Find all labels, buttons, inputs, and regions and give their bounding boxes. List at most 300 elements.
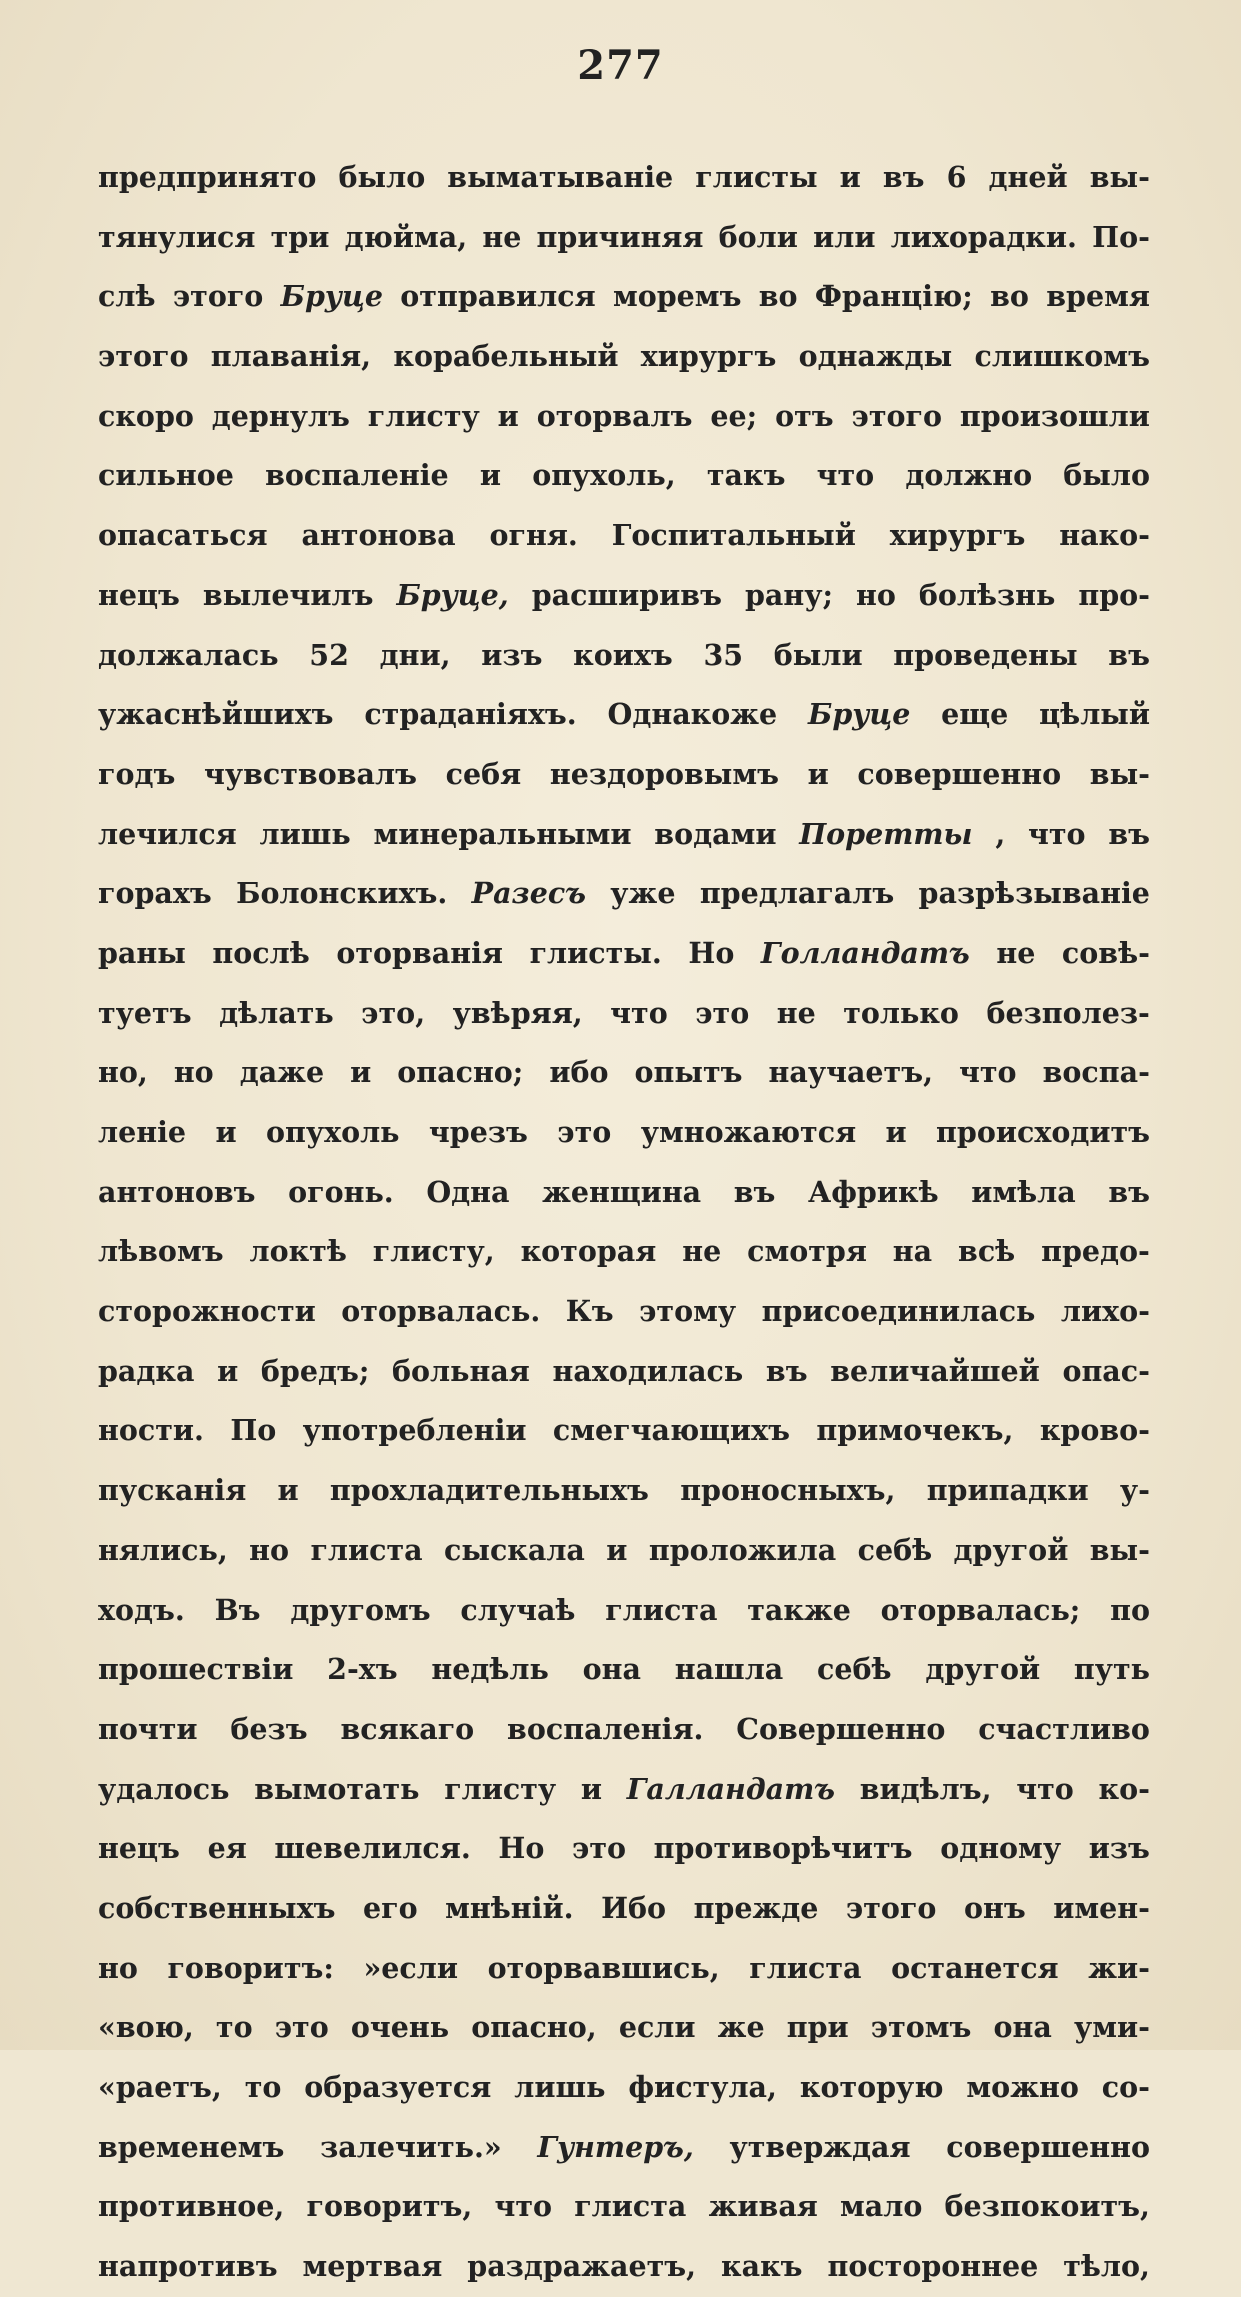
word: Совершенно xyxy=(736,1711,946,1746)
word: было xyxy=(1063,458,1150,493)
word: совершенно xyxy=(946,2129,1150,2164)
text-line xyxy=(98,2058,1150,2118)
word: лишь xyxy=(259,816,351,851)
word: чувствовалъ xyxy=(204,756,417,791)
text-line xyxy=(98,1819,1150,1879)
text-line xyxy=(98,1939,1150,1999)
word: дни, xyxy=(379,637,451,672)
word: тянулися xyxy=(98,219,256,254)
word: также xyxy=(747,1592,851,1627)
word: вы- xyxy=(1089,756,1150,791)
word: оторвалъ xyxy=(536,398,693,433)
word: этого xyxy=(845,1890,937,1925)
word: говоритъ, xyxy=(306,2189,473,2224)
word: въ xyxy=(882,160,925,194)
word: еще xyxy=(941,697,1009,732)
word: въ xyxy=(765,1353,808,1388)
word: этому xyxy=(639,1294,737,1329)
word: живая xyxy=(708,2189,818,2224)
word: скоро xyxy=(98,398,194,433)
word: она xyxy=(582,1652,641,1687)
word: радка xyxy=(98,1353,195,1388)
word: крово- xyxy=(1039,1413,1150,1448)
text-line xyxy=(98,1222,1150,1282)
word: коихъ xyxy=(573,637,673,672)
word: этого xyxy=(98,339,189,374)
word: лечился xyxy=(98,816,237,851)
text-line xyxy=(98,1998,1150,2058)
word: въ xyxy=(1108,816,1150,851)
text-line xyxy=(98,327,1150,387)
word: «раетъ, xyxy=(98,2070,222,2104)
word: шевелился. xyxy=(274,1831,471,1866)
word: такъ xyxy=(706,458,786,493)
word: счастливо xyxy=(978,1711,1150,1746)
word: образуется xyxy=(304,2070,492,2104)
word: и xyxy=(885,1115,907,1149)
word: его xyxy=(363,1890,418,1925)
word: очень xyxy=(350,2010,450,2045)
word: прошествіи xyxy=(98,1652,294,1687)
text-line xyxy=(98,626,1150,686)
text-line xyxy=(98,267,1150,327)
word: при xyxy=(786,2010,849,2045)
word: которая xyxy=(520,1234,657,1269)
italic-name: Галландатъ xyxy=(626,1771,835,1806)
word: Болонскихъ. xyxy=(236,876,448,911)
word: всякаго xyxy=(340,1711,475,1746)
word: ибо xyxy=(549,1055,609,1090)
word: величайшей xyxy=(830,1353,1040,1388)
word: одному xyxy=(940,1831,1062,1866)
word: плаванія, xyxy=(210,339,372,374)
word: дней xyxy=(988,160,1068,194)
word: научаетъ, xyxy=(768,1055,934,1090)
word: смотря xyxy=(747,1234,867,1269)
word: имѣла xyxy=(971,1174,1076,1209)
word: себя xyxy=(445,756,522,791)
word: или xyxy=(813,219,876,254)
text-line xyxy=(98,745,1150,805)
word: и xyxy=(350,1055,372,1090)
word: находилась xyxy=(552,1353,744,1388)
word: что xyxy=(610,995,668,1030)
word: огонь. xyxy=(288,1174,394,1209)
text-line xyxy=(98,1640,1150,1700)
word: прежде xyxy=(693,1890,819,1925)
word: это xyxy=(695,995,750,1030)
word: путь xyxy=(1073,1652,1150,1687)
word: оторвавшись, xyxy=(487,1950,720,1985)
word: какъ xyxy=(721,2249,803,2284)
word: постороннее xyxy=(827,2249,1039,2284)
word: проведены xyxy=(893,637,1078,672)
word: ея xyxy=(207,1831,247,1866)
body-text xyxy=(98,148,1150,2297)
word: глиста xyxy=(574,2189,687,2224)
word: оторвалась; xyxy=(880,1592,1081,1627)
word: глиста xyxy=(749,1950,862,1985)
word: должалась xyxy=(98,637,279,672)
text-line xyxy=(98,1581,1150,1641)
text-line xyxy=(98,1879,1150,1939)
word: три xyxy=(270,219,330,254)
text-line xyxy=(98,2118,1150,2178)
word: Ибо xyxy=(601,1890,667,1925)
word: нако- xyxy=(1059,518,1150,553)
word: это xyxy=(557,1115,612,1149)
word: то xyxy=(244,2070,282,2104)
word: и xyxy=(497,398,519,433)
word: цѣлый xyxy=(1039,697,1150,732)
word: 2-хъ xyxy=(327,1652,398,1687)
word: слѣ xyxy=(98,279,156,314)
text-line xyxy=(98,2237,1150,2297)
word: болѣзнь xyxy=(918,577,1056,612)
word: 6 xyxy=(946,160,967,194)
word: противное, xyxy=(98,2189,285,2224)
word: которую xyxy=(799,2070,944,2104)
word: опасно, xyxy=(471,2010,597,2045)
word: отправился xyxy=(400,279,596,314)
word: что xyxy=(494,2189,553,2224)
word: что xyxy=(959,1055,1017,1090)
text-line xyxy=(98,566,1150,626)
word: мало xyxy=(840,2189,923,2224)
word: воспа- xyxy=(1042,1055,1150,1090)
word: себѣ xyxy=(817,1652,892,1687)
word: Францію; xyxy=(814,279,973,314)
word: туетъ xyxy=(98,995,192,1030)
word: рану; xyxy=(744,577,833,612)
italic-name: Голландатъ xyxy=(760,935,970,970)
italic-name: Бруце xyxy=(808,697,911,732)
word: сильное xyxy=(98,458,234,493)
word: воспаленіе xyxy=(265,458,449,493)
text-line xyxy=(98,864,1150,924)
word: проложила xyxy=(648,1532,837,1567)
word: смегчающихъ xyxy=(552,1413,791,1448)
word: не xyxy=(682,1234,722,1269)
word: въ xyxy=(733,1174,776,1209)
word: раздражаетъ, xyxy=(467,2249,697,2284)
word: хирургъ xyxy=(889,518,1026,553)
word: видѣлъ, xyxy=(859,1771,992,1806)
word: это, xyxy=(361,995,426,1030)
word: моремъ xyxy=(612,279,742,314)
italic-name: Гунтеръ, xyxy=(537,2129,694,2164)
word: было xyxy=(338,160,426,194)
italic-name: Поретты xyxy=(799,816,973,851)
word: жи- xyxy=(1088,1950,1150,1985)
word: этого xyxy=(172,279,264,314)
word: опасно; xyxy=(397,1055,524,1090)
word: имен- xyxy=(1053,1890,1150,1925)
word: горахъ xyxy=(98,876,212,911)
word: не xyxy=(776,995,816,1030)
word: Къ xyxy=(565,1294,614,1329)
word: глиста xyxy=(605,1592,718,1627)
word: «вою, xyxy=(98,2010,194,2045)
word: предпринято xyxy=(98,160,317,194)
word: По xyxy=(230,1413,277,1448)
word: произошли xyxy=(959,398,1150,433)
word: корабельный xyxy=(393,339,619,374)
word: другомъ xyxy=(290,1592,431,1627)
word: даже xyxy=(239,1055,325,1090)
word: разрѣзываніе xyxy=(918,876,1150,911)
word: и xyxy=(606,1532,628,1567)
word: что xyxy=(1028,816,1086,851)
word: слишкомъ xyxy=(974,339,1150,374)
word: недѣль xyxy=(431,1652,549,1687)
word: она xyxy=(993,2010,1052,2045)
word: со- xyxy=(1101,2070,1150,2104)
word: что xyxy=(1016,1771,1074,1806)
italic-name: Разесъ xyxy=(471,876,586,911)
text-line xyxy=(98,1163,1150,1223)
word: этого xyxy=(851,398,943,433)
word: минеральными xyxy=(373,816,632,851)
word: глиста xyxy=(310,1532,423,1567)
word: По- xyxy=(1092,219,1150,254)
text-line xyxy=(98,506,1150,566)
word: то xyxy=(215,2010,253,2045)
word: уми- xyxy=(1074,2010,1150,2045)
word: нялись, xyxy=(98,1532,228,1567)
word: временемъ xyxy=(98,2129,285,2164)
word: расширивъ xyxy=(531,577,722,612)
word: напротивъ xyxy=(98,2249,278,2284)
word: Однакоже xyxy=(607,697,778,732)
word: локтѣ xyxy=(249,1234,347,1269)
page-number: 277 xyxy=(577,42,664,89)
text-line xyxy=(98,387,1150,447)
word: дернулъ xyxy=(211,398,350,433)
word: безпокоитъ, xyxy=(944,2189,1150,2224)
text-line xyxy=(98,446,1150,506)
word: не xyxy=(482,219,522,254)
word: хирургъ xyxy=(640,339,777,374)
word: 52 xyxy=(309,637,349,672)
word: были xyxy=(773,637,863,672)
word: мертвая xyxy=(302,2249,443,2284)
word: Но xyxy=(688,935,735,970)
word: Африкѣ xyxy=(808,1174,939,1209)
word: , xyxy=(995,816,1006,851)
word: ности. xyxy=(98,1413,204,1448)
text-line xyxy=(98,1700,1150,1760)
word: почти xyxy=(98,1711,198,1746)
word: происходитъ xyxy=(936,1115,1150,1149)
word: опухоль, xyxy=(532,458,676,493)
word: лишь xyxy=(514,2070,606,2104)
word: и xyxy=(479,458,501,493)
word: нецъ xyxy=(98,577,180,612)
word: опас- xyxy=(1062,1353,1150,1388)
word: однажды xyxy=(798,339,953,374)
word: глисты xyxy=(695,160,818,194)
word: дюйма, xyxy=(344,219,468,254)
text-line xyxy=(98,1521,1150,1581)
text-line xyxy=(98,924,1150,984)
word: оторвалась. xyxy=(341,1294,541,1329)
word: всѣ xyxy=(958,1234,1016,1269)
word: время xyxy=(1046,279,1150,314)
word: лѣвомъ xyxy=(98,1234,224,1269)
text-line xyxy=(98,1342,1150,1402)
text-line xyxy=(98,1401,1150,1461)
word: глисту xyxy=(444,1771,557,1806)
word: »если xyxy=(363,1950,459,1985)
word: на xyxy=(892,1234,933,1269)
word: другой xyxy=(925,1652,1041,1687)
word: безъ xyxy=(230,1711,308,1746)
word: огня. xyxy=(489,518,578,553)
word: онъ xyxy=(963,1890,1026,1925)
word: безполез- xyxy=(986,995,1150,1030)
word: увѣряя, xyxy=(452,995,583,1030)
word: изъ xyxy=(481,637,543,672)
word: во xyxy=(990,279,1029,314)
word: противорѣчитъ xyxy=(653,1831,913,1866)
word: опухоль xyxy=(265,1115,400,1149)
word: сыскала xyxy=(444,1532,585,1567)
word: страданіяхъ. xyxy=(364,697,577,732)
word: проносныхъ, xyxy=(680,1473,896,1508)
word: фистула, xyxy=(628,2070,777,2104)
word: и xyxy=(839,160,861,194)
word: послѣ xyxy=(212,935,310,970)
word: вымотать xyxy=(254,1771,420,1806)
word: и xyxy=(217,1353,239,1388)
word: глисты. xyxy=(529,935,662,970)
word: не xyxy=(996,935,1036,970)
text-line xyxy=(98,2177,1150,2237)
word: примочекъ, xyxy=(816,1413,1014,1448)
word: можно xyxy=(966,2070,1079,2104)
word: употребленіи xyxy=(302,1413,527,1448)
word: нецъ xyxy=(98,1831,180,1866)
word: по xyxy=(1110,1592,1150,1627)
word: выматываніе xyxy=(447,160,674,194)
word: же xyxy=(717,2010,765,2045)
italic-name: Бруце xyxy=(280,279,383,314)
word: уже xyxy=(610,876,676,911)
word: оторванія xyxy=(336,935,503,970)
word: Госпитальный xyxy=(611,518,856,553)
word: въ xyxy=(1108,1174,1150,1209)
word: останется xyxy=(891,1950,1059,1985)
word: глисту xyxy=(367,398,480,433)
word: предлагалъ xyxy=(699,876,895,911)
word: совершенно xyxy=(857,756,1062,791)
word: нездоровымъ xyxy=(549,756,779,791)
word: мнѣній. xyxy=(445,1890,574,1925)
word: Одна xyxy=(426,1174,510,1209)
text-line xyxy=(98,1461,1150,1521)
word: лихо- xyxy=(1060,1294,1150,1329)
word: но xyxy=(855,577,896,612)
word: другой xyxy=(953,1532,1069,1567)
word: про- xyxy=(1078,577,1150,612)
word: во xyxy=(758,279,798,314)
word: нашла xyxy=(674,1652,784,1687)
word: и xyxy=(215,1115,237,1149)
word: пусканія xyxy=(98,1473,247,1508)
word: умножаются xyxy=(640,1115,857,1149)
word: предо- xyxy=(1041,1234,1150,1269)
word: водами xyxy=(654,816,777,851)
word: антонова xyxy=(301,518,456,553)
word: у- xyxy=(1119,1473,1150,1508)
word: вылечилъ xyxy=(202,577,374,612)
word: но xyxy=(249,1532,290,1567)
text-line xyxy=(98,685,1150,745)
word: но, xyxy=(98,1055,148,1090)
word: совѣ- xyxy=(1061,935,1150,970)
text-line xyxy=(98,1282,1150,1342)
word: утверждая xyxy=(729,2129,911,2164)
word: въ xyxy=(1108,637,1150,672)
word: антоновъ xyxy=(98,1174,256,1209)
word: глисту, xyxy=(372,1234,495,1269)
word: лихорадки. xyxy=(890,219,1077,254)
word: удалось xyxy=(98,1771,230,1806)
text-line xyxy=(98,1760,1150,1820)
word: прохладительныхъ xyxy=(329,1473,649,1508)
text-line xyxy=(98,805,1150,865)
word: и xyxy=(277,1473,299,1508)
word: только xyxy=(843,995,959,1030)
word: женщина xyxy=(542,1174,702,1209)
word: леніе xyxy=(98,1115,187,1149)
word: раны xyxy=(98,935,186,970)
word: ужаснѣйшихъ xyxy=(98,697,334,732)
word: себѣ xyxy=(857,1532,933,1567)
word: если xyxy=(618,2010,696,2045)
text-line xyxy=(98,208,1150,268)
word: воспаленія. xyxy=(507,1711,704,1746)
italic-name: Бруце, xyxy=(396,577,509,612)
word: Въ xyxy=(214,1592,261,1627)
word: залечить.» xyxy=(320,2129,502,2164)
word: причиняя xyxy=(536,219,704,254)
text-line xyxy=(98,1103,1150,1163)
word: это xyxy=(571,1831,626,1866)
word: опасаться xyxy=(98,518,268,553)
word: чрезъ xyxy=(428,1115,528,1149)
word: и xyxy=(807,756,829,791)
word: годъ xyxy=(98,756,176,791)
word: отъ xyxy=(775,398,834,433)
word: опытъ xyxy=(634,1055,743,1090)
text-line xyxy=(98,148,1150,208)
word: говоритъ: xyxy=(167,1950,334,1985)
word: Но xyxy=(498,1831,545,1866)
word: этомъ xyxy=(870,2010,972,2045)
word: вы- xyxy=(1089,1532,1150,1567)
word: ее; xyxy=(710,398,758,433)
word: но xyxy=(173,1055,214,1090)
word: случаѣ xyxy=(460,1592,576,1627)
word: дѣлать xyxy=(219,995,334,1030)
word: сторожности xyxy=(98,1294,316,1329)
word: это xyxy=(274,2010,329,2045)
word: присоединилась xyxy=(761,1294,1036,1329)
word: вы- xyxy=(1089,160,1150,194)
text-line xyxy=(98,984,1150,1044)
